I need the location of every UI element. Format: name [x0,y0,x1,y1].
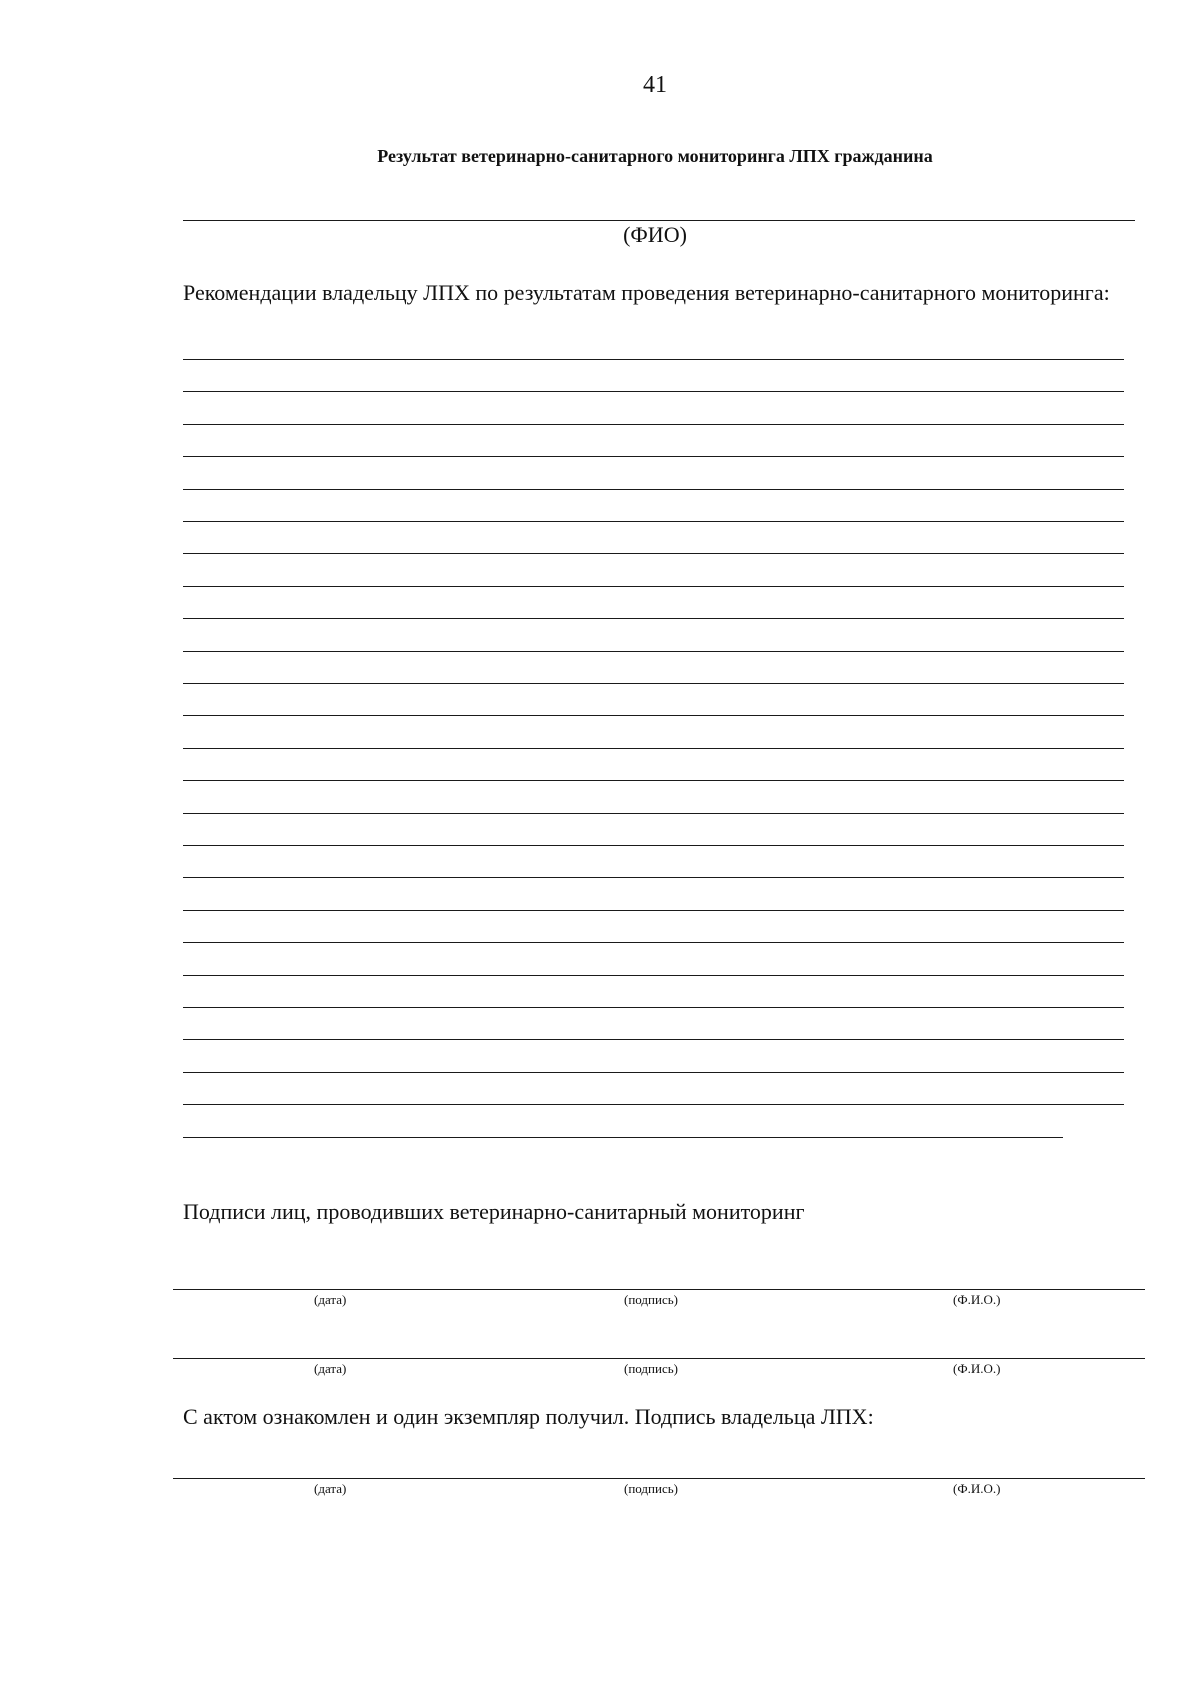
recommendation-line[interactable] [183,1039,1124,1040]
owner-fio-caption: (Ф.И.О.) [953,1481,1001,1496]
recommendation-line[interactable] [183,456,1124,457]
recommendation-line[interactable] [183,359,1124,360]
signature-1-sign-caption: (подпись) [624,1292,678,1307]
recommendation-line[interactable] [183,780,1124,781]
recommendation-line[interactable] [183,553,1124,554]
recommendation-line[interactable] [183,618,1124,619]
recommendations-label: Рекомендации владельцу ЛПХ по результатам проведения ветеринарно-санитарного мониторинга: [183,280,1110,305]
recommendation-line[interactable] [183,910,1124,911]
signature-2-date-caption: (дата) [314,1361,347,1376]
recommendation-line[interactable] [183,586,1124,587]
recommendation-line[interactable] [183,489,1124,490]
page-number: 41 [643,72,667,98]
owner-date-caption: (дата) [314,1481,347,1496]
recommendation-line[interactable] [183,391,1124,392]
signature-2-sign-caption: (подпись) [624,1361,678,1376]
signature-1-fio-caption: (Ф.И.О.) [953,1292,1001,1307]
recommendation-line[interactable] [183,845,1124,846]
recommendation-line[interactable] [183,683,1124,684]
fio-caption: (ФИО) [623,222,687,247]
recommendation-line[interactable] [183,813,1124,814]
document-title: Результат ветеринарно-санитарного мониторинга ЛПХ гражданина [377,146,933,166]
recommendation-line[interactable] [183,1137,1063,1138]
recommendation-line[interactable] [183,942,1124,943]
recommendation-line[interactable] [183,715,1124,716]
signature-line-1[interactable] [173,1289,1145,1290]
recommendation-line[interactable] [183,1007,1124,1008]
recommendation-line[interactable] [183,975,1124,976]
recommendation-line[interactable] [183,651,1124,652]
owner-signature-line[interactable] [173,1478,1145,1479]
acknowledgement-text: С актом ознакомлен и один экземпляр получил. Подпись владельца ЛПХ: [183,1404,874,1429]
owner-sign-caption: (подпись) [624,1481,678,1496]
signature-line-2[interactable] [173,1358,1145,1359]
recommendation-line[interactable] [183,877,1124,878]
recommendation-line[interactable] [183,1104,1124,1105]
signature-1-date-caption: (дата) [314,1292,347,1307]
recommendation-line[interactable] [183,748,1124,749]
recommendation-line[interactable] [183,424,1124,425]
signature-2-fio-caption: (Ф.И.О.) [953,1361,1001,1376]
recommendation-line[interactable] [183,521,1124,522]
recommendation-line[interactable] [183,1072,1124,1073]
signatures-heading: Подписи лиц, проводивших ветеринарно-санитарный мониторинг [183,1199,805,1224]
